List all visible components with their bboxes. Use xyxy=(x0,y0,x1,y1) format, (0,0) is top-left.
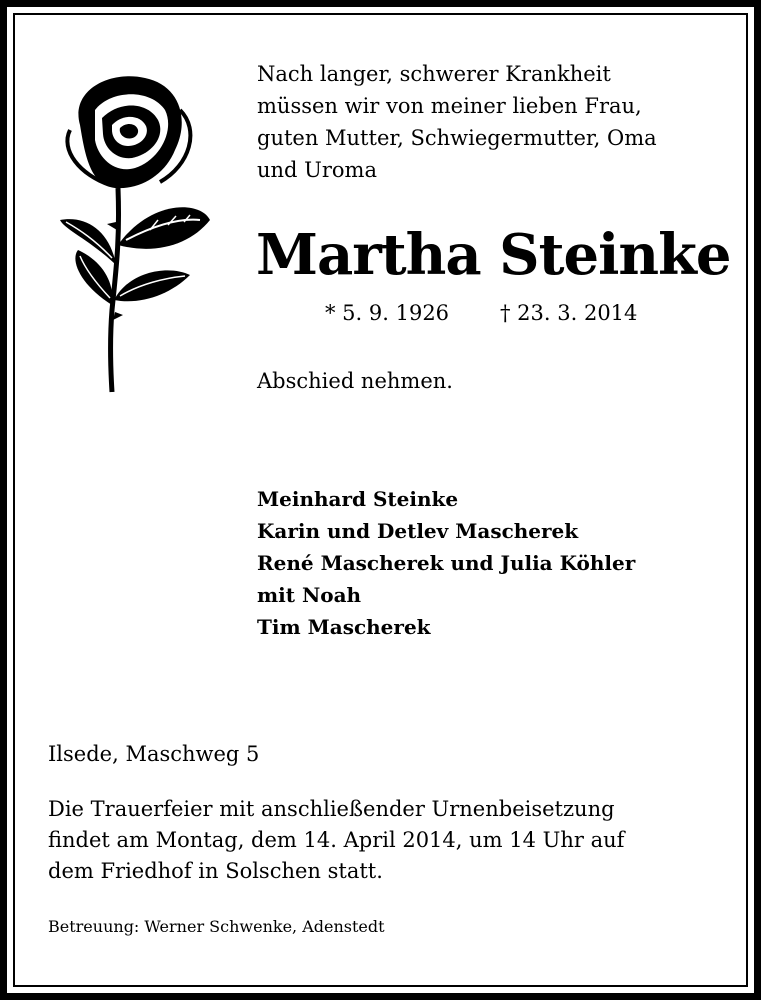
service-details: Die Trauerfeier mit anschließender Urnenbeisetzung findet am Montag, dem 14. April 2014, um 14 Uhr auf dem Friedhof in Solschen statt. xyxy=(48,797,625,883)
mourner-name: René Mascherek und Julia Köhler xyxy=(257,551,636,575)
mourner-name: Tim Mascherek xyxy=(257,615,431,639)
rose-icon xyxy=(40,70,220,400)
mourners-list xyxy=(257,483,717,643)
death-date: † 23. 3. 2014 xyxy=(500,301,638,325)
deceased-name: Martha Steinke xyxy=(256,222,731,288)
mourner-name: mit Noah xyxy=(257,583,362,607)
address: Ilsede, Maschweg 5 xyxy=(48,742,260,766)
funeral-care: Betreuung: Werner Schwenke, Adenstedt xyxy=(48,917,385,936)
mourner-name: Karin und Detlev Mascherek xyxy=(257,519,579,543)
mourner-name: Meinhard Steinke xyxy=(257,487,459,511)
farewell-text: Abschied nehmen. xyxy=(257,369,453,393)
birth-date: * 5. 9. 1926 xyxy=(325,301,450,325)
intro-text: Nach langer, schwerer Krankheit müssen wir von meiner lieben Frau, guten Mutter, Schwiegermutter, Oma und Uroma xyxy=(257,62,657,182)
